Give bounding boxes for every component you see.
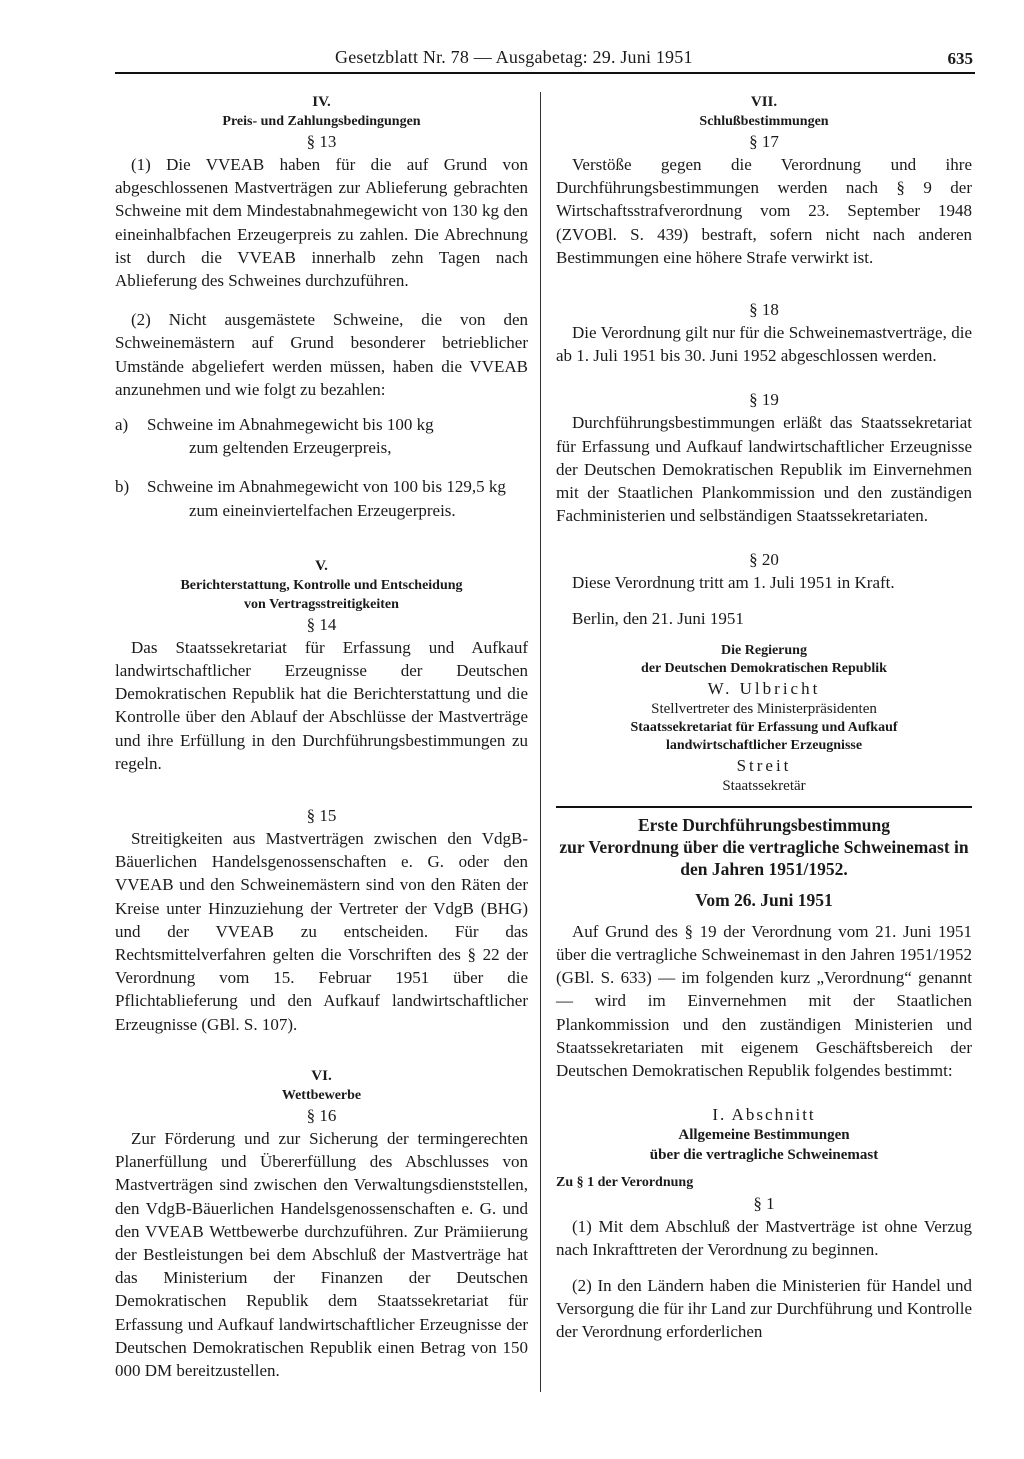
place-date: Berlin, den 21. Juni 1951 bbox=[572, 608, 744, 628]
section-vi-number: VI. bbox=[311, 1067, 332, 1084]
regulation-date: Vom 26. Juni 1951 bbox=[695, 889, 833, 910]
paragraph-17-heading: § 17 bbox=[749, 132, 779, 151]
left-column bbox=[115, 92, 528, 1382]
abschnitt-sub-2: über die vertragliche Schweinemast bbox=[649, 1147, 879, 1164]
signatory-role-1: Stellvertreter des Ministerpräsidenten bbox=[651, 700, 877, 717]
list-text-a: Schweine im Abnahmegewicht bis 100 kg bbox=[147, 415, 434, 435]
paragraph-20-heading: § 20 bbox=[749, 550, 779, 570]
signature-org-1: Staatssekretariat für Erfassung und Aufkauf bbox=[630, 719, 898, 735]
list-text-b: Schweine im Abnahmegewicht von 100 bis 129,5 kg bbox=[147, 477, 506, 497]
paragraph-15-text: Streitigkeiten aus Mastverträgen zwischen den VdgB-Bäuerlichen Handelsgenossenschaften e. G. oder den VVEAB und den Schweinemästern sind von den Räten der Kreise unter Hinzuziehung der Vertreter der VdgB (BHG) und der VVEAB zu entscheiden. Für das Rechtsmittelverfahren gelten die Vorschriften des § 22 der Verordnung vom 15. Februar 1951 über die Pflichtablieferung und den Aufkauf landwirtschaftlicher Erzeugnisse (GBl. S. 107). bbox=[115, 829, 528, 1034]
paragraph-1-1: (1) Mit dem Abschluß der Mastverträge ist ohne Verzug nach Inkrafttreten der Verordnung zu beginnen. bbox=[556, 1217, 972, 1260]
paragraph-19-heading: § 19 bbox=[749, 390, 779, 410]
section-iv-number: IV. bbox=[312, 94, 331, 110]
zu-paragraph-1: Zu § 1 der Verordnung bbox=[556, 1175, 694, 1191]
paragraph-20-text: Diese Verordnung tritt am 1. Juli 1951 in Kraft. bbox=[572, 573, 895, 593]
paragraph-13-2: (2) Nicht ausgemästete Schweine, die von den Schweinemästern auf Grund besonderer betrieblicher Umstände abgeliefert werden müssen, haben die VVEAB anzunehmen und wie folgt zu bezahlen: bbox=[115, 310, 528, 399]
header-rule bbox=[115, 72, 975, 74]
list-item-b bbox=[115, 475, 528, 498]
section-vi-title: Wettbewerbe bbox=[281, 1087, 362, 1103]
signature-government-1: Die Regierung bbox=[721, 642, 807, 658]
abschnitt-sub-1: Allgemeine Bestimmungen bbox=[678, 1127, 850, 1144]
regulation-title-1: Erste Durchführungsbestimmung bbox=[638, 814, 890, 835]
section-v-title-1: Berichterstattung, Kontrolle und Entscheidung bbox=[180, 577, 463, 593]
regulation-intro: Auf Grund des § 19 der Verordnung vom 21. Juni 1951 über die vertragliche Schweinemast in den Jahren 1951/1952 (GBl. S. 633) — im folgenden kurz „Verordnung“ genannt — wird im Einvernehmen mit der Staatlichen Plankommission und den zuständigen Ministerien und Staatssekretariaten mit eigenem Geschäftsbereich der Deutschen Demokratischen Republik folgendes bestimmt: bbox=[556, 921, 972, 1081]
section-iv-title: Preis- und Zahlungsbedingungen bbox=[222, 114, 421, 129]
paragraph-18-text: Die Verordnung gilt nur für die Schweinemastverträge, die ab 1. Juli 1951 bis 30. Juni 1952 abgeschlossen werden. bbox=[556, 323, 972, 366]
section-v-title-2: von Vertragsstreitigkeiten bbox=[244, 596, 399, 612]
page-header bbox=[115, 45, 975, 75]
list-item-a bbox=[115, 413, 528, 436]
paragraph-14-heading: § 14 bbox=[306, 614, 337, 634]
abschnitt-heading: I. Abschnitt bbox=[712, 1105, 816, 1125]
paragraph-1-heading: § 1 bbox=[753, 1194, 775, 1214]
list-label-b: b) bbox=[115, 477, 130, 497]
paragraph-18-heading: § 18 bbox=[749, 300, 779, 320]
page-number: 635 bbox=[947, 49, 973, 68]
section-v-number: V. bbox=[315, 557, 328, 574]
signatory-name-1: W. Ulbricht bbox=[707, 678, 821, 698]
right-column bbox=[556, 92, 972, 1343]
paragraph-19-text: Durchführungsbestimmungen erläßt das Staatssekretariat für Erfassung und Aufkauf landwirtschaftlicher Erzeugnisse der Deutschen Demokratischen Republik im Einvernehmen mit der Staatlichen Plankommission und den zuständigen Fachministerien und selbständigen Staatssekretariaten. bbox=[556, 413, 972, 526]
section-vii-number: VII. bbox=[750, 94, 778, 110]
section-divider bbox=[556, 806, 972, 808]
list-sub-a: zum geltenden Erzeugerpreis, bbox=[189, 438, 392, 458]
paragraph-1-2: (2) In den Ländern haben die Ministerien für Handel und Versorgung die für ihr Land zur Durchführung und Kontrolle der Verordnung erforderlichen bbox=[556, 1275, 972, 1342]
column-divider bbox=[540, 92, 541, 1392]
list-sub-b: zum eineinviertelfachen Erzeugerpreis. bbox=[189, 500, 456, 520]
paragraph-17-text: Verstöße gegen die Verordnung und ihre Durchführungsbestimmungen werden nach § 9 der Wirtschaftsstrafverordnung vom 23. September 1948 (ZVOBl. S. 439) bestraft, sofern nicht nach anderen Bestimmungen eine höhere Strafe verwirkt ist. bbox=[556, 155, 972, 267]
list-label-a: a) bbox=[115, 415, 129, 435]
paragraph-14-text: Das Staatssekretariat für Erfassung und Aufkauf landwirtschaftlicher Erzeugnisse der Deutschen Demokratischen Republik hat die Berichterstattung und die Kontrolle über den Ablauf der Abschlüsse der Mastverträge und ihre Erfüllung in den Durchführungsbestimmungen zu regeln. bbox=[115, 637, 528, 773]
paragraph-13-1: (1) Die VVEAB haben für die auf Grund von abgeschlossenen Mastverträgen zur Ablieferung gebrachten Schweine mit dem Mindestabnahmegewicht von 130 kg den eineinhalbfachen Erzeugerpreis zu zahlen. Die Abrechnung ist durch die VVEAB innerhalb zehn Tagen nach Ablieferung des Schweines durchzuführen. bbox=[115, 155, 528, 291]
paragraph-16-text: Zur Förderung und zur Sicherung der termingerechten Planerfüllung und Übererfüllung des Abschlusses von Mastverträgen sind zwischen den Verwaltungsdienststellen, den VdgB-Bäuerlichen Handelsgenossenschaften e. G. und den VVEAB Wettbewerbe durchzuführen. Zur Prämiierung der Bestleistungen bei dem Abschluß der Mastverträge hat das Ministerium der Finanzen der Deutschen Demokratischen Republik dem Staatssekretariat für Erfassung und Aufkauf landwirtschaftlicher Erzeugnisse der Deutschen Demokratischen Republik einen Betrag von 150 000 DM bereitzustellen. bbox=[115, 1128, 528, 1380]
gazette-title: Gesetzblatt Nr. 78 — Ausgabetag: 29. Juni 1951 bbox=[335, 47, 693, 67]
signature-government-2: der Deutschen Demokratischen Republik bbox=[641, 660, 887, 676]
signature-org-2: landwirtschaftlicher Erzeugnisse bbox=[665, 737, 863, 753]
regulation-title-2: zur Verordnung über die vertragliche Schweinemast in den Jahren 1951/1952. bbox=[559, 836, 969, 879]
section-vii-title: Schlußbestimmungen bbox=[699, 114, 829, 129]
signatory-role-2: Staatssekretär bbox=[722, 777, 806, 794]
signatory-name-2: Streit bbox=[736, 755, 792, 775]
paragraph-13-heading: § 13 bbox=[306, 132, 337, 151]
paragraph-16-heading: § 16 bbox=[306, 1105, 337, 1125]
paragraph-15-heading: § 15 bbox=[306, 806, 337, 826]
